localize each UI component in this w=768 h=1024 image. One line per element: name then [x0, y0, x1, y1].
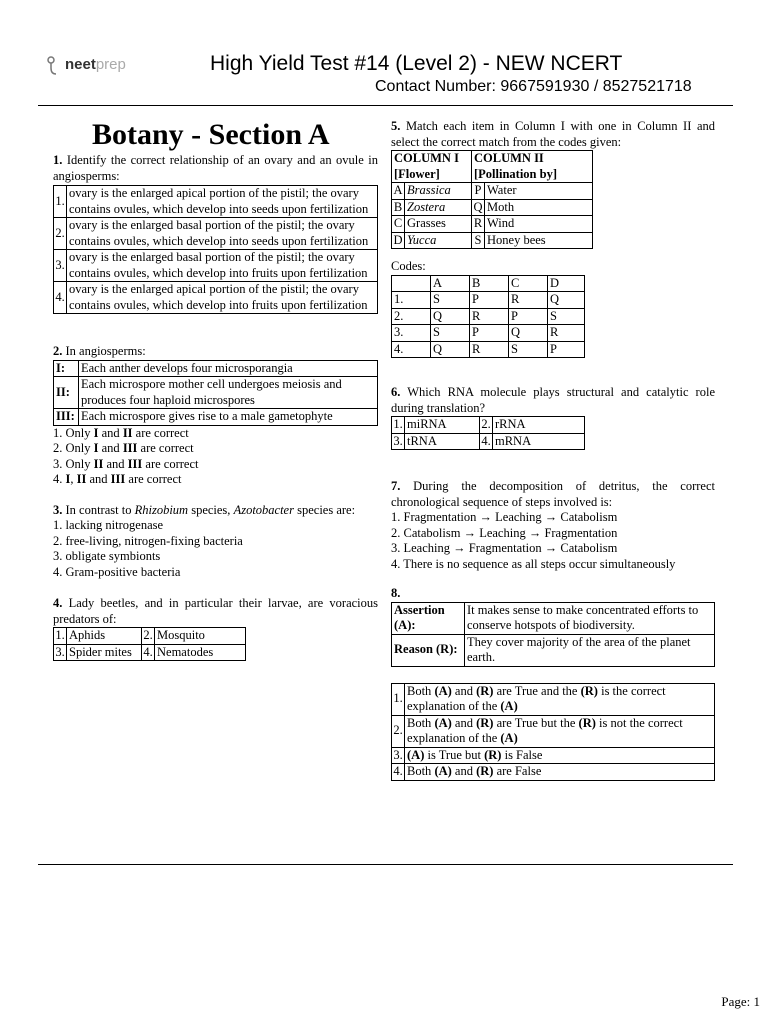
- q6-option-2[interactable]: rRNA: [493, 417, 585, 434]
- header-divider: [38, 105, 733, 106]
- q5-option-3[interactable]: 3. S P Q R: [392, 325, 585, 342]
- q5-codes-table: [391, 275, 585, 359]
- q4-option-3[interactable]: Spider mites: [67, 644, 142, 661]
- table-row[interactable]: 2. ovary is the enlarged basal portion of the pistil; the ovary contains ovules, which develop into seeds upon fertilization: [54, 218, 378, 250]
- q2-number: 2.: [53, 344, 63, 358]
- footer-divider: [38, 864, 733, 865]
- table-header: COLUMN I [Flower] COLUMN II [Pollination by]: [392, 151, 593, 183]
- q4-option-4[interactable]: Nematodes: [155, 644, 246, 661]
- table-row: [392, 602, 715, 634]
- q2-text: In angiosperms:: [65, 344, 146, 358]
- table-row: 3. Spider mites 4. Nematodes: [54, 644, 246, 661]
- q3-options: [53, 518, 378, 580]
- assertion-label: Assertion (A):: [392, 602, 465, 634]
- q2-options: [53, 426, 378, 488]
- q1-options-table: [53, 185, 378, 314]
- q3-number: 3.: [53, 502, 63, 517]
- q6-option-1[interactable]: miRNA: [405, 417, 480, 434]
- table-header: A B C D: [392, 275, 585, 292]
- q6-option-3[interactable]: tRNA: [405, 433, 480, 450]
- q1-option-2: ovary is the enlarged basal portion of the pistil; the ovary contains ovules, which develop into seeds upon fertilization: [67, 218, 378, 250]
- q1-option-3: ovary is the enlarged basal portion of the pistil; the ovary contains ovules, which develop into fruits upon fertilization: [67, 250, 378, 282]
- q4-option-1[interactable]: Aphids: [67, 628, 142, 645]
- q5-text: Match each item in Column I with one in Column II and select the correct match from the codes given:: [391, 119, 715, 149]
- page-number: Page: 1: [721, 994, 760, 1009]
- q7-option-4[interactable]: 4. There is no sequence as all steps occur simultaneously: [391, 556, 676, 571]
- table-row: D Yucca S Honey bees: [392, 232, 593, 249]
- q4-number: 4.: [53, 596, 63, 610]
- question-2: [53, 344, 378, 360]
- q3-option-3[interactable]: 3. obligate symbionts: [53, 549, 161, 563]
- question-6: [391, 385, 715, 416]
- q2-option-4[interactable]: 4. I, II and III are correct: [53, 472, 182, 486]
- table-row[interactable]: 3. ovary is the enlarged basal portion of the pistil; the ovary contains ovules, which develop into fruits upon fertilization: [54, 250, 378, 282]
- question-3: 3. In contrast to Rhizobium species, Azotobacter species are:: [53, 502, 356, 517]
- question-5: [391, 119, 715, 150]
- reason-text: They cover majority of the area of the planet earth.: [465, 634, 715, 666]
- q5-option-4[interactable]: 4. Q R S P: [392, 341, 585, 358]
- table-row: 1. Aphids 2. Mosquito: [54, 628, 246, 645]
- q6-option-4[interactable]: mRNA: [493, 433, 585, 450]
- q8-assertion-table: [391, 602, 715, 667]
- table-row[interactable]: 4. ovary is the enlarged apical portion of the pistil; the ovary contains ovules, which develop into fruits upon fertilization: [54, 282, 378, 314]
- table-row: I: Each anther develops four microsporangia: [54, 360, 378, 377]
- q8-option-1[interactable]: 1. Both (A) and (R) are True and the (R) is the correct explanation of the (A): [392, 683, 715, 715]
- q4-option-2[interactable]: Mosquito: [155, 628, 246, 645]
- logo-icon: [45, 54, 63, 78]
- q8-number: 8.: [391, 586, 401, 600]
- question-7: [391, 479, 715, 510]
- q7-options: [391, 510, 715, 572]
- q1-option-1: ovary is the enlarged apical portion of the pistil; the ovary contains ovules, which develop into seeds upon fertilization: [67, 186, 378, 218]
- q3-option-1[interactable]: 1. lacking nitrogenase: [53, 518, 164, 532]
- right-column: [391, 119, 715, 781]
- neetprep-logo: [45, 54, 145, 78]
- q5-number: 5.: [391, 119, 401, 133]
- table-row: 3. tRNA 4. mRNA: [392, 433, 585, 450]
- q7-option-2[interactable]: 2. Catabolism → Leaching → Fragmentation: [391, 525, 618, 540]
- q8-option-3[interactable]: 3. (A) is True but (R) is False: [392, 747, 715, 764]
- table-row: A Brassica P Water: [392, 183, 593, 200]
- q8-option-2[interactable]: 2. Both (A) and (R) are True but the (R) is not the correct explanation of the (A): [392, 715, 715, 747]
- question-8: [391, 586, 715, 602]
- q5-codes-label: Codes:: [391, 259, 426, 273]
- reason-label: Reason (R):: [392, 634, 465, 666]
- assertion-text: It makes sense to make concentrated efforts to conserve hotspots of biodiversity.: [465, 602, 715, 634]
- q7-number: 7.: [391, 479, 401, 493]
- question-4: [53, 596, 378, 627]
- q4-text: Lady beetles, and in particular their larvae, are voracious predators of:: [53, 596, 379, 626]
- q3-option-2[interactable]: 2. free-living, nitrogen-fixing bacteria: [53, 533, 243, 548]
- q8-options-table: [391, 683, 715, 781]
- contact-number: Contact Number: 9667591930 / 8527521718: [375, 78, 692, 95]
- q6-number: 6.: [391, 385, 401, 399]
- table-row: III: Each microspore gives rise to a male gametophyte: [54, 409, 378, 426]
- q8-option-4[interactable]: 4. Both (A) and (R) are False: [392, 764, 715, 781]
- section-title: Botany - Section A: [92, 118, 330, 151]
- left-column: [53, 153, 378, 661]
- q2-option-3[interactable]: 3. Only II and III are correct: [53, 456, 199, 471]
- q3-option-4[interactable]: 4. Gram-positive bacteria: [53, 564, 181, 579]
- table-row: B Zostera Q Moth: [392, 199, 593, 216]
- q5-match-table: [391, 150, 593, 249]
- table-row: 1. miRNA 2. rRNA: [392, 417, 585, 434]
- q2-option-1[interactable]: 1. Only I and II are correct: [53, 425, 189, 440]
- q1-number: 1.: [53, 153, 63, 167]
- test-title: High Yield Test #14 (Level 2) - NEW NCERT: [210, 52, 623, 75]
- table-row[interactable]: 1. ovary is the enlarged apical portion of the pistil; the ovary contains ovules, which develop into seeds upon fertilization: [54, 186, 378, 218]
- q6-text: Which RNA molecule plays structural and catalytic role during translation?: [391, 385, 715, 415]
- q4-options-table: [53, 627, 246, 661]
- q5-option-1[interactable]: 1. S P R Q: [392, 292, 585, 309]
- table-row: II: Each microspore mother cell undergoes meiosis and produces four haploid microspores: [54, 377, 378, 409]
- logo-text: neetprep: [65, 56, 126, 73]
- table-row: [392, 634, 715, 666]
- q1-option-4: ovary is the enlarged apical portion of the pistil; the ovary contains ovules, which develop into fruits upon fertilization: [67, 282, 378, 314]
- q5-option-2[interactable]: 2. Q R P S: [392, 308, 585, 325]
- question-1: [53, 153, 378, 184]
- q7-option-3[interactable]: 3. Leaching → Fragmentation → Catabolism: [391, 541, 618, 555]
- q1-text: Identify the correct relationship of an ovary and an ovule in angiosperms:: [53, 153, 379, 183]
- q2-option-2[interactable]: 2. Only I and III are correct: [53, 441, 194, 455]
- q7-text: During the decomposition of detritus, the correct chronological sequence of steps involved is:: [391, 479, 716, 509]
- q7-option-1[interactable]: 1. Fragmentation → Leaching → Catabolism: [391, 510, 618, 524]
- q2-statements-table: [53, 360, 378, 426]
- table-row: C Grasses R Wind: [392, 216, 593, 233]
- q6-options-table: [391, 416, 585, 450]
